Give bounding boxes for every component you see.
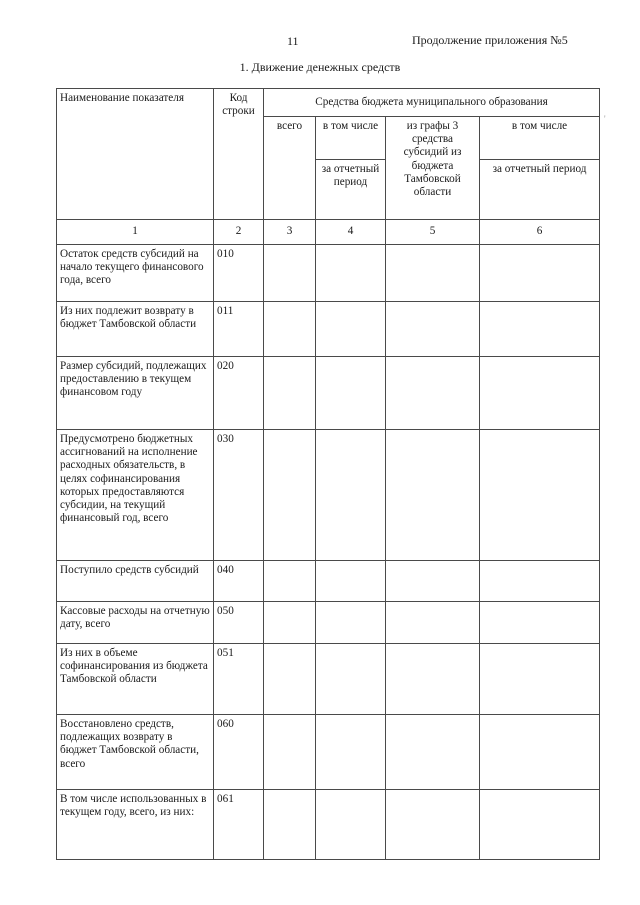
row-code: 061 <box>214 790 264 860</box>
col-header-total: всего <box>264 117 316 220</box>
row-code: 011 <box>214 302 264 357</box>
table-row <box>57 245 600 302</box>
row-name: Поступило средств субсидий <box>57 561 214 602</box>
row-name: Кассовые расходы на отчетную дату, всего <box>57 602 214 644</box>
cell-total[interactable] <box>264 245 316 302</box>
cell-total[interactable] <box>264 644 316 715</box>
col-number: 4 <box>316 220 386 245</box>
table-row <box>57 357 600 430</box>
col-header-name: Наименование показателя <box>57 89 214 220</box>
cell-subsidy[interactable] <box>386 302 480 357</box>
row-code: 060 <box>214 715 264 790</box>
col-number: 2 <box>214 220 264 245</box>
cell-period-a[interactable] <box>316 357 386 430</box>
row-code: 051 <box>214 644 264 715</box>
row-name: Из них подлежит возврату в бюджет Тамбовской области <box>57 302 214 357</box>
row-name: В том числе использованных в текущем году, всего, из них: <box>57 790 214 860</box>
table-row <box>57 302 600 357</box>
cell-period-b[interactable] <box>480 245 600 302</box>
cell-period-b[interactable] <box>480 715 600 790</box>
cell-subsidy[interactable] <box>386 430 480 561</box>
table-row <box>57 644 600 715</box>
table-row <box>57 790 600 860</box>
row-name: Из них в объеме софинансирования из бюджета Тамбовской области <box>57 644 214 715</box>
cell-total[interactable] <box>264 357 316 430</box>
table-row <box>57 430 600 561</box>
page-number: 11 <box>287 34 299 48</box>
cell-subsidy[interactable] <box>386 357 480 430</box>
cell-period-b[interactable] <box>480 430 600 561</box>
cell-subsidy[interactable] <box>386 602 480 644</box>
row-code: 020 <box>214 357 264 430</box>
cell-subsidy[interactable] <box>386 644 480 715</box>
col-header-incl-b: в том числе <box>480 117 600 160</box>
table-row <box>57 561 600 602</box>
row-code: 040 <box>214 561 264 602</box>
cell-period-a[interactable] <box>316 715 386 790</box>
row-code: 050 <box>214 602 264 644</box>
cell-period-a[interactable] <box>316 245 386 302</box>
row-name: Предусмотрено бюджетных ассигнований на исполнение расходных обязательств, в целях софинансирования которых предоставляются субсидии, на текущий финансовый год, всего <box>57 430 214 561</box>
cell-total[interactable] <box>264 715 316 790</box>
col-header-period-b: за отчетный период <box>480 160 600 220</box>
section-title: 1. Движение денежных средств <box>239 60 401 74</box>
row-code: 010 <box>214 245 264 302</box>
cell-period-a[interactable] <box>316 644 386 715</box>
col-number: 1 <box>57 220 214 245</box>
row-code: 030 <box>214 430 264 561</box>
col-header-code: Код строки <box>214 89 264 220</box>
cell-period-a[interactable] <box>316 430 386 561</box>
col-header-period-a: за отчетный период <box>316 160 386 220</box>
table-row <box>57 602 600 644</box>
table-body <box>57 245 600 860</box>
row-name: Восстановлено средств, подлежащих возврату в бюджет Тамбовской области, всего <box>57 715 214 790</box>
cell-period-a[interactable] <box>316 790 386 860</box>
table-header <box>57 89 600 245</box>
cash-flow-table <box>56 88 600 860</box>
col-header-from-col3: из графы 3 средства субсидий из бюджета Тамбовской области <box>386 117 480 220</box>
cell-period-b[interactable] <box>480 302 600 357</box>
col-number: 5 <box>386 220 480 245</box>
cell-total[interactable] <box>264 430 316 561</box>
cell-subsidy[interactable] <box>386 790 480 860</box>
row-name: Остаток средств субсидий на начало текущего финансового года, всего <box>57 245 214 302</box>
cell-subsidy[interactable] <box>386 245 480 302</box>
table-row <box>57 715 600 790</box>
cell-subsidy[interactable] <box>386 561 480 602</box>
cell-period-a[interactable] <box>316 302 386 357</box>
cell-total[interactable] <box>264 602 316 644</box>
col-header-funds-group: Средства бюджета муниципального образования <box>264 89 600 117</box>
cell-period-a[interactable] <box>316 561 386 602</box>
cell-total[interactable] <box>264 302 316 357</box>
cell-total[interactable] <box>264 561 316 602</box>
cell-period-b[interactable] <box>480 644 600 715</box>
cell-total[interactable] <box>264 790 316 860</box>
cell-period-b[interactable] <box>480 602 600 644</box>
cell-period-b[interactable] <box>480 790 600 860</box>
cell-subsidy[interactable] <box>386 715 480 790</box>
cell-period-a[interactable] <box>316 602 386 644</box>
cell-period-b[interactable] <box>480 561 600 602</box>
scan-edge-mark: ' <box>604 114 606 124</box>
row-name: Размер субсидий, подлежащих предоставлению в текущем финансовом году <box>57 357 214 430</box>
col-header-incl-a: в том числе <box>316 117 386 160</box>
appendix-continuation: Продолжение приложения №5 <box>412 33 568 47</box>
cell-period-b[interactable] <box>480 357 600 430</box>
col-number: 6 <box>480 220 600 245</box>
column-number-row <box>57 220 600 245</box>
col-number: 3 <box>264 220 316 245</box>
